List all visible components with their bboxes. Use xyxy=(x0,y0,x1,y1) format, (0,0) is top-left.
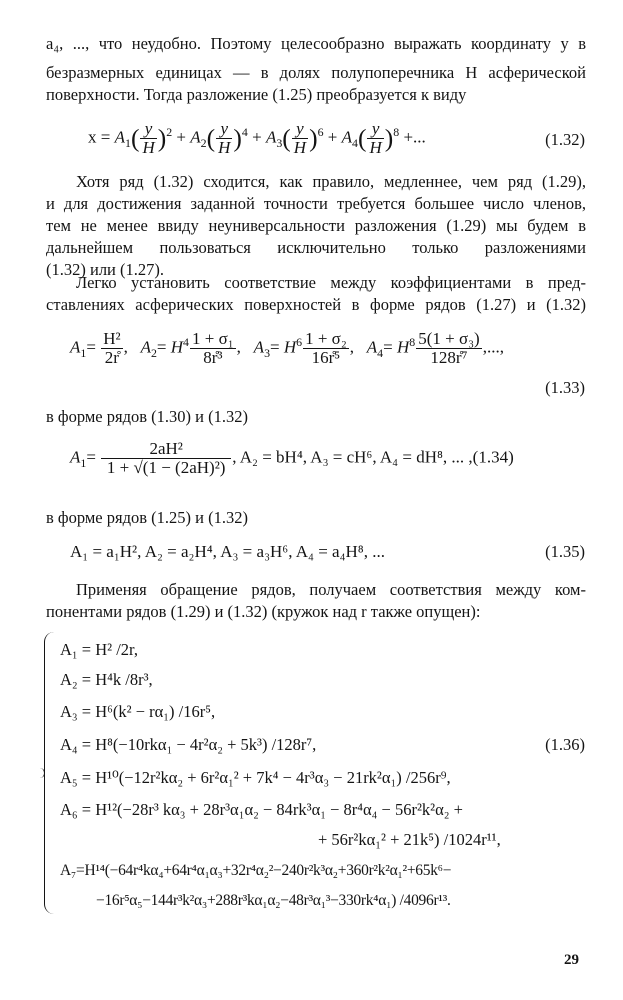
eq-1-33-a2-num: 1 + σ₁ xyxy=(191,329,234,348)
paragraph-2-line-1: Хотя ряд (1.32) сходится, как правило, медленнее, чем ряд (1.29), xyxy=(76,172,586,191)
eq-1-36-row: A₃ = H⁶(k² − rα₁) /16r⁵, xyxy=(60,702,216,721)
eq-1-35-label: (1.35) xyxy=(545,542,585,561)
eq-1-33-a4-num: 5(1 + σ₃) xyxy=(418,329,480,348)
eq-1-33-tail: ,..., xyxy=(482,337,504,357)
equation-1-35: A₁ = a₁H², A₂ = a₂H⁴, A₃ = a₃H⁶, A₄ = a₄H⁸, ... xyxy=(70,542,385,561)
eq-1-33-a3-num: 1 + σ₂ xyxy=(305,329,347,348)
eq-1-33-a3-den: 16r̊⁵ xyxy=(311,348,341,367)
eq-1-36-row: A₂ = H⁴k /8r³, xyxy=(60,670,153,689)
paragraph-1-line-3: поверхности. Тогда разложение (1.25) преобразуется к виду xyxy=(46,85,467,104)
eq-1-34-den: 1 + √(1 − (2aH)²) xyxy=(106,458,226,477)
eq-1-33-label: (1.33) xyxy=(545,378,585,397)
eq-1-36-row: A₅ = H¹⁰(−12r²kα₂ + 6r²α₁² + 7k⁴ − 4r³α₃ − 21rk²α₁) /256r⁹, xyxy=(60,768,451,787)
eq-1-36-row: A₄ = H⁸(−10rkα₁ − 4r²α₂ + 5k³) /128r⁷, xyxy=(60,735,317,754)
eq-1-32-label: (1.32) xyxy=(545,130,585,149)
eq-1-36-row: A₁ = H² /2r, xyxy=(60,640,139,659)
eq-1-33-a2-den: 8r̊³ xyxy=(203,348,223,367)
eq-1-33-a4-den: 128r̊⁷ xyxy=(430,348,468,367)
eq-1-36-row: A₆ = H¹²(−28r³ kα₃ + 28r³α₁α₂ − 84rk³α₁ − 8r⁴α₄ − 56r²k²α₂ + xyxy=(60,800,463,819)
paragraph-1-line-1: a₄, ..., что неудобно. Поэтому целесообразно выражать координату y в xyxy=(46,34,586,53)
paragraph-3-line-2: ставлениях асферических поверхностей в форме рядов (1.27) и (1.32) xyxy=(46,295,586,314)
paragraph-1-line-2: безразмерных единицах — в долях полупоперечника H асферической xyxy=(46,63,586,82)
eq-1-36-label: (1.36) xyxy=(545,735,585,754)
eq-1-36-row: A₇=H¹⁴(−64r⁴kα₄+64r⁴α₁α₃+32r⁴α₂²−240r²k³α₂+360r²k²α₁²+65k⁶− xyxy=(60,862,452,879)
eq-1-34-label: (1.34) xyxy=(472,447,514,467)
paragraph-3-line-1: Легко установить соответствие между коэффициентами в пред- xyxy=(76,273,586,292)
paragraph-4-line-2: понентами рядов (1.29) и (1.32) (кружок над r также опущен): xyxy=(46,602,481,621)
eq-1-34-rest: , A₂ = bH⁴, A₃ = cH⁶, A₄ = dH⁸, ... , xyxy=(232,447,473,467)
left-brace xyxy=(44,632,55,914)
equation-1-32: $x = A_1$( $\frac{y}{H}$ )$^2 + A_2$( $\frac{y}{H}$ )$^4 + A_3$( $\frac{y}{H}$ )$^6 + A_4$( $\frac{y}{H}$ )$^8$ +... xyxy=(88,119,426,157)
paragraph-2-line-2: и для достижения заданной точности требуется большее число членов, xyxy=(46,194,586,213)
equation-1-34: $A_1=$ $\frac{\text{2aH²}}{\text{1 + √(1 − (2aH)²)}}$ , A₂ = bH⁴, A₃ = cH⁶, A₄ = dH⁸, ... ,(1.34) xyxy=(70,439,514,477)
caption-1-34: в форме рядов (1.30) и (1.32) xyxy=(46,407,248,426)
eq-1-36-row: −16r⁵α₅−144r³k²α₃+288r³kα₁α₂−48r³α₁³−330rk⁴α₁) /4096r¹³. xyxy=(96,892,451,909)
page-number: 29 xyxy=(564,952,579,968)
paragraph-4-line-1: Применяя обращение рядов, получаем соответствия между ком- xyxy=(76,580,586,599)
eq-1-33-a1-den: 2r̊ xyxy=(104,348,119,367)
paragraph-2-line-4: дальнейшем пользоваться исключительно только разложениями xyxy=(46,238,586,257)
caption-1-35: в форме рядов (1.25) и (1.32) xyxy=(46,508,248,527)
eq-1-32-lhs: x = xyxy=(88,127,115,147)
equation-1-33: $A_1=$ $\frac{\text{H²}}{2r̊}$ , $A_2= H^4$ $\frac{\text{1 + σ₁}}{\text{8r̊³}}$ , $A_3= H^6$ $\frac{\text{1 + σ₂}}{\text{16r̊⁵}}$ , $A_4= H^8$ $\frac{\text{5(1 + σ₃)}}{\text{128r̊⁷}}$ ,..., xyxy=(70,329,504,367)
paragraph-2-line-5: (1.32) или (1.27). xyxy=(46,260,164,279)
eq-1-36-row: + 56r²kα₁² + 21k⁵) /1024r¹¹, xyxy=(318,830,501,849)
eq-1-33-a1-num: H² xyxy=(103,329,121,348)
eq-1-34-num: 2aH² xyxy=(101,440,231,459)
eq-1-32-tail: +... xyxy=(403,127,426,147)
paragraph-2-line-3: тем не менее ввиду неуниверсальности разложения (1.29) мы будем в xyxy=(46,216,586,235)
